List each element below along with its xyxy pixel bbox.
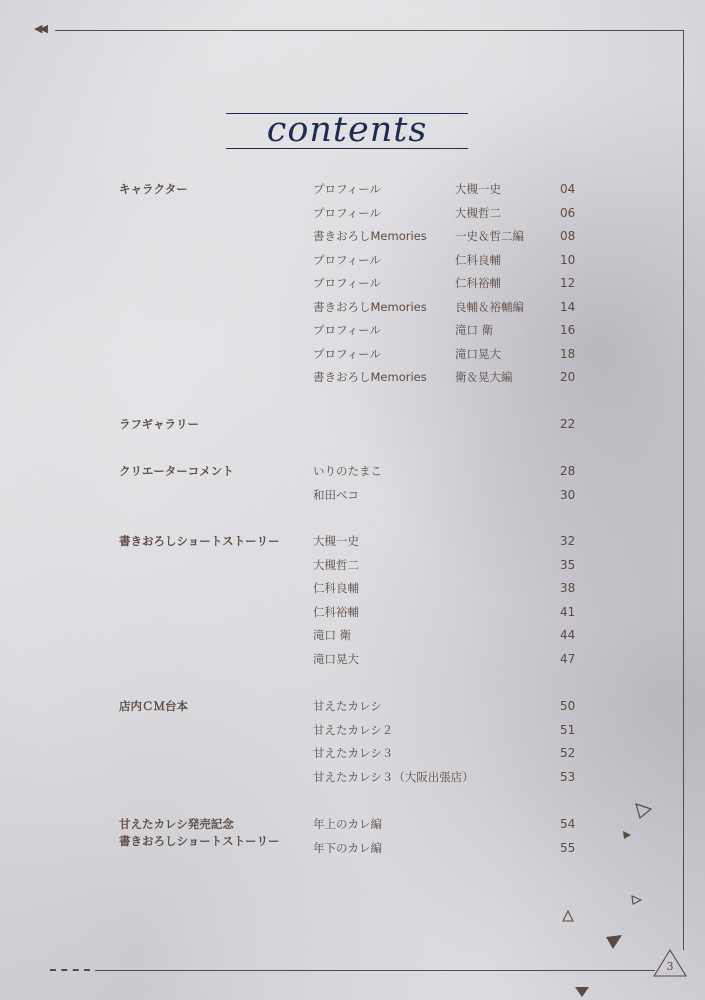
entry-page-number: 12 [560,276,576,290]
entry-subtitle: 大槻一史 [455,182,501,196]
entry-subtitle: 滝口 衛 [455,323,494,337]
entry-title: 書きおろしMemories [313,370,427,384]
page-number: 3 [666,960,674,973]
entry-title: 大槻一史 [313,534,359,548]
contents-title-block [226,110,468,151]
entry-page-number: 50 [560,699,576,713]
entry-title: 仁科良輔 [313,581,359,595]
entry-page-number: 32 [560,534,576,548]
entry-title: 仁科裕輔 [313,604,359,619]
entry-title: 甘えたカレシ３ [313,746,394,760]
triangle-outline-up-icon [561,909,575,923]
entry-page-number: 30 [560,487,576,502]
entry-title: いりのたまこ [313,464,382,478]
entry-title: 和田ベコ [313,487,359,502]
entry-title: 滝口晃大 [313,651,359,666]
triangle-solid-icon [622,830,632,840]
entry-page-number: 10 [560,252,576,267]
entry-title: 書きおろしMemories [313,229,427,243]
section-label: 書きおろしショートストーリー [119,534,280,548]
entry-title: プロフィール [313,182,381,196]
entry-title: プロフィール [313,346,381,361]
entry-page-number: 22 [560,417,576,431]
entry-page-number: 14 [560,299,576,314]
triangle-outline-icon [633,801,653,821]
frame-bottom-rule [95,970,655,971]
entry-subtitle: 良輔＆裕輔編 [455,299,524,314]
triangle-solid-down-icon [574,986,590,998]
section-label: 甘えたカレシ発売記念 [119,817,234,831]
double-arrow-left-icon: ◀◀ [34,22,45,35]
entry-title: 年上のカレ編 [313,817,382,831]
entry-subtitle: 仁科良輔 [455,252,501,267]
entry-page-number: 08 [560,229,576,243]
entry-subtitle: 滝口晃大 [455,346,501,361]
entry-page-number: 44 [560,628,576,642]
entry-page-number: 55 [560,840,576,855]
entry-title: 大槻哲二 [313,557,359,572]
entry-title: 甘えたカレシ [313,699,382,713]
entry-subtitle: 一史＆哲二編 [455,229,524,243]
entry-page-number: 47 [560,651,576,666]
frame-right-rule [683,30,684,950]
frame-dashed-rule [50,969,90,971]
entry-page-number: 06 [560,205,576,220]
page-number-badge [652,948,688,978]
entry-page-number: 04 [560,182,576,196]
entry-title: 滝口 衛 [313,628,352,642]
entry-title: 甘えたカレシ３（大阪出張店） [313,769,474,784]
entry-page-number: 20 [560,370,576,384]
entry-subtitle: 仁科裕輔 [455,276,501,290]
triangle-outline-small-icon [630,894,642,906]
entry-subtitle: 衛＆晃大編 [455,370,513,384]
entry-page-number: 52 [560,746,576,760]
entry-title: プロフィール [313,276,381,290]
entry-page-number: 18 [560,346,576,361]
entry-page-number: 54 [560,817,576,831]
triangle-solid-large-icon [605,934,623,950]
entry-title: 書きおろしMemories [313,299,427,314]
section-label: キャラクター [119,182,188,196]
section-label: 店内ＣＭ台本 [119,699,188,713]
entry-page-number: 28 [560,464,576,478]
frame-top-rule [55,30,683,31]
entry-page-number: 35 [560,557,576,572]
entry-page-number: 51 [560,722,576,737]
entry-page-number: 38 [560,581,576,595]
entry-page-number: 53 [560,769,576,784]
entry-subtitle: 大槻哲二 [455,205,501,220]
entry-page-number: 16 [560,323,576,337]
section-label: ラフギャラリー [119,417,200,431]
page-title: contents [266,110,428,150]
entry-page-number: 41 [560,604,576,619]
section-label: クリエーターコメント [119,464,234,478]
title-rule-bottom [226,148,468,149]
entry-title: プロフィール [313,252,381,267]
entry-title: プロフィール [313,323,381,337]
entry-title: プロフィール [313,205,381,220]
entry-title: 甘えたカレシ２ [313,722,394,737]
entry-title: 年下のカレ編 [313,840,382,855]
section-label: 書きおろしショートストーリー [119,834,280,848]
